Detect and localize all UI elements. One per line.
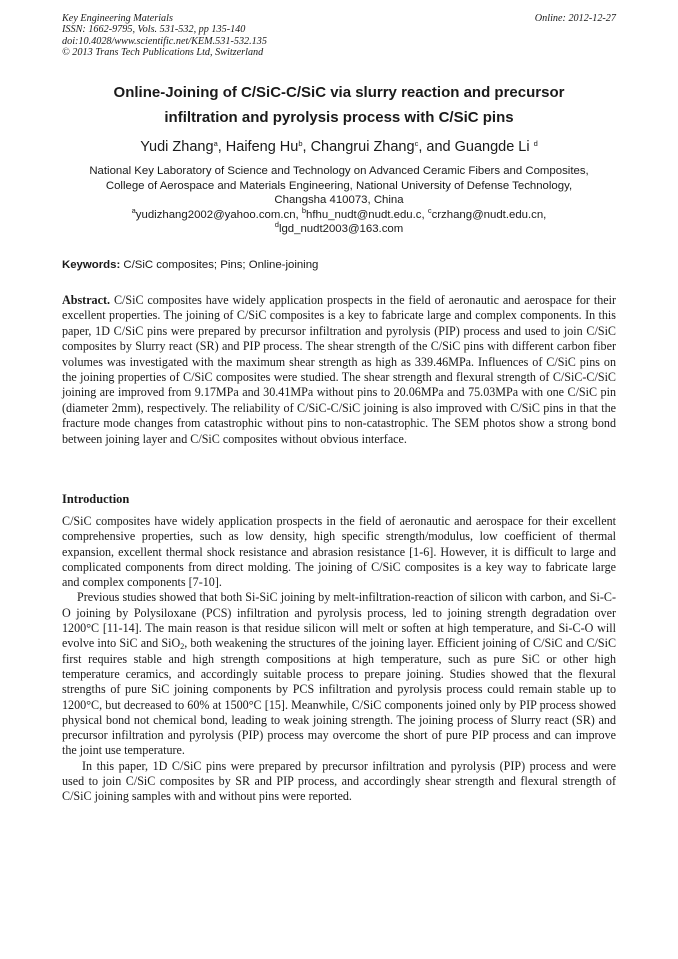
doi-line: doi:10.4028/www.scientific.net/KEM.531-532.135: [62, 35, 267, 47]
email-link[interactable]: hfhu_nudt@nudt.edu.c,: [306, 208, 428, 221]
email-mark: b: [301, 205, 307, 215]
author-name: Yudi Zhang: [140, 139, 214, 155]
intro-paragraph-2a: Previous studies showed that both Si-SiC joining by melt-infiltration-reaction of silicon with carbon, and Si-C-O joining by Polysiloxane (PCS) infiltration and pyrolysis process, led to joining strength degradation over 1200°C [11-14]. The main reason is that residue silicon will melt or soften at high temperature, and Si-C-O will evolve into SiC and SiO: [62, 590, 616, 651]
email-link[interactable]: yudizhang2002@yahoo.com.cn,: [135, 208, 302, 221]
intro-paragraph-2b: , both weakening the structures of the joining layer. Efficient joining of C/SiC and C/SiC first requires stable and high strength compositions at high temperature, such as pure SiC or other high temperature ceramics, and accordingly suitable process to prepare joining. Studies showed that the flexural strengths of pure SiC joining components by PCS infiltration and pyrolysis process could remain stable up to 1200°C, but decreased to 60% at 1500°C [15]. Meanwhile, C/SiC components joined only by PIP process showed physical bond not chemical bond, leading to weak joining strength. The joining process of Slurry react (SR) and precursor infiltration and pyrolysis (PIP) process may overcome the short of pure PIP process and can improve the joint use temperature.: [62, 636, 617, 758]
email-mark: a: [131, 205, 136, 215]
email-line-1: [62, 205, 616, 223]
introduction-heading: Introduction: [62, 492, 130, 506]
intro-paragraph-1: C/SiC composites have widely application prospects in the field of aeronautic and aerospace for their excellent comprehensive properties, such as low density, high specific strength/modulus, low coefficient of thermal expansion, excellent thermal shock resistance and abrasion resistance [1-6]. However, it is difficult to large and complicated components from direct molding. The joining of C/SiC composites is a key way to fabricate large and complex components [7-10].: [62, 514, 616, 590]
author-list: [62, 138, 616, 156]
abstract: [62, 293, 616, 447]
email-mark: c: [427, 205, 432, 215]
introduction-body: [62, 514, 616, 805]
author-name: Changrui Zhang: [310, 139, 415, 155]
online-date: Online: 2012-12-27: [534, 13, 616, 24]
email-link[interactable]: crzhang@nudt.edu.cn,: [431, 208, 547, 221]
intro-paragraph-2: [62, 590, 616, 758]
author-mark: b: [298, 139, 303, 148]
email-link[interactable]: lgd_nudt2003@163.com: [278, 223, 404, 236]
author-mark: a: [213, 139, 218, 148]
author-separator: ,: [217, 139, 226, 155]
subscript: 2: [180, 642, 185, 652]
affiliation: [62, 164, 616, 237]
author-separator: ,: [302, 139, 311, 155]
copyright-line: © 2013 Trans Tech Publications Ltd, Switzerland: [62, 47, 264, 59]
affiliation-line-2: College of Aerospace and Materials Engineering, National University of Defense Technology,: [105, 179, 573, 192]
abstract-text: C/SiC composites have widely application prospects in the field of aeronautic and aerospace for their excellent properties. The joining of C/SiC composites is a key to fabricate large and complex components. In this paper, 1D C/SiC pins were prepared by precursor infiltration and pyrolysis (PIP) process and used to join C/SiC composites by Slurry react (SR) and PIP process. The shear strength of the C/SiC pins with different carbon fiber volumes was investigated with the maximum shear strength as high as 339.46MPa. Influences of C/SiC pins on the joining properties of C/SiC composites were studied. The shear strength and flexural strength of C/SiC-C/SiC joining are improved from 9.17MPa and 30.41MPa without pins to 20.06MPa and 75.03MPa with one C/SiC pin (diameter 2mm), respectively. The reliability of C/SiC-C/SiC joining is also improved with C/SiC pins in that the fracture mode changes from catastrophic without pins to non-catastrophic. The SEM photos show a strong bond between joining layer and C/SiC composites without obvious interface.: [62, 293, 616, 446]
author-name: Guangde Li: [454, 139, 530, 155]
email-line-2: [62, 222, 616, 237]
issn-line: ISSN: 1662-9795, Vols. 531-532, pp 135-140: [62, 24, 246, 36]
intro-paragraph-3: In this paper, 1D C/SiC pins were prepared by precursor infiltration and pyrolysis (PIP) process and were used to join C/SiC composites by SR and PIP process, and accordingly shear strength and flexural strength of C/SiC joining samples with and without pins were reported.: [62, 758, 616, 804]
journal-header: [62, 13, 616, 59]
keywords-text: C/SiC composites; Pins; Online-joining: [120, 259, 319, 271]
title-line-2: infiltration and pyrolysis process with C/SiC pins: [164, 109, 514, 126]
paper-title: [62, 80, 616, 130]
affiliation-line-3: Changsha 410073, China: [274, 194, 404, 207]
abstract-label: Abstract.: [62, 293, 111, 307]
author-mark: d: [533, 139, 538, 148]
affiliation-line-1: National Key Laboratory of Science and Technology on Advanced Ceramic Fibers and Composites,: [89, 165, 589, 177]
email-mark: d: [274, 220, 279, 230]
keywords-label: Keywords:: [62, 259, 121, 271]
keywords: [62, 258, 616, 272]
title-line-1: Online-Joining of C/SiC-C/SiC via slurry reaction and precursor: [113, 84, 565, 101]
journal-name: Key Engineering Materials: [62, 13, 173, 24]
author-name: Haifeng Hu: [225, 139, 299, 155]
author-separator: , and: [418, 139, 455, 155]
author-mark: c: [414, 139, 419, 148]
